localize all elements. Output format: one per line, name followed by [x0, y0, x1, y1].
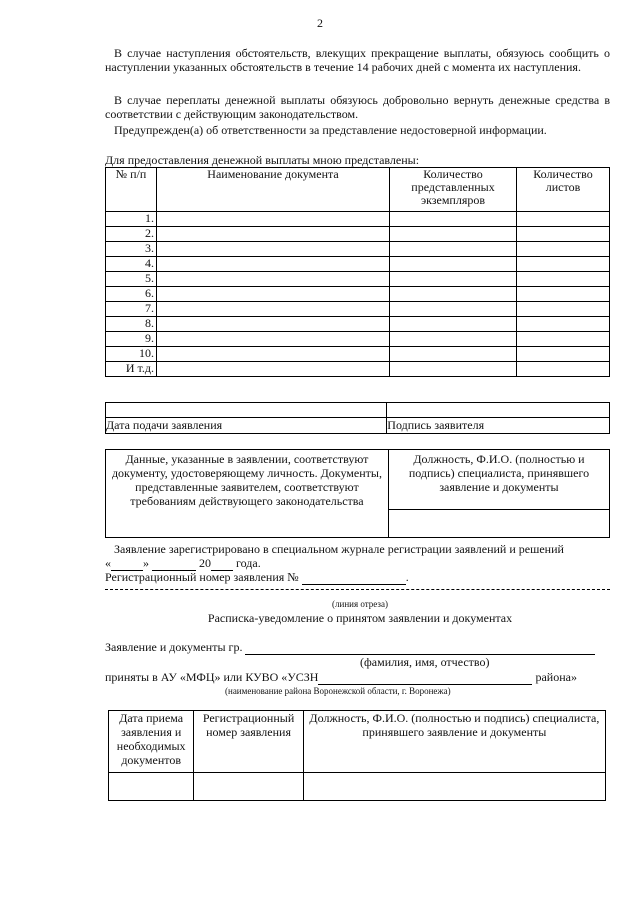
table-row [106, 257, 610, 272]
cut-line-label: (линия отреза) [332, 599, 388, 609]
row-number: 8. [106, 317, 157, 332]
header-copies: Количество представленных экземпляров [390, 168, 517, 212]
document-name-cell[interactable] [157, 302, 390, 317]
registration-number-field[interactable] [302, 570, 406, 585]
receipt-applicant-line [105, 640, 595, 655]
receipt-header-specialist: Должность, Ф.И.О. (полностью и подпись) специалиста, принявшего заявление и документы [303, 711, 605, 773]
table-row [106, 287, 610, 302]
document-name-cell[interactable] [157, 287, 390, 302]
page-number: 2 [317, 16, 323, 30]
row-number: 2. [106, 227, 157, 242]
copies-cell[interactable] [390, 362, 517, 377]
receipt-table [108, 710, 606, 801]
table-row [106, 242, 610, 257]
district-field[interactable] [318, 670, 532, 685]
date-close-quote: » [143, 556, 149, 570]
date-field[interactable] [106, 403, 387, 418]
registration-line [105, 542, 615, 556]
sheets-cell[interactable] [517, 272, 610, 287]
document-name-cell[interactable] [157, 212, 390, 227]
row-number: 9. [106, 332, 157, 347]
sheets-cell[interactable] [517, 242, 610, 257]
receipt-header-date: Дата приема заявления и необходимых документов [109, 711, 194, 773]
header-number: № п/п [106, 168, 157, 212]
row-number: 5. [106, 272, 157, 287]
document-name-cell[interactable] [157, 242, 390, 257]
row-number: 7. [106, 302, 157, 317]
applicant-name-field[interactable] [245, 640, 595, 655]
document-name-cell[interactable] [157, 332, 390, 347]
specialist-label: Должность, Ф.И.О. (полностью и подпись) специалиста, принявшего заявление и документы [388, 450, 609, 510]
sheets-cell[interactable] [517, 332, 610, 347]
paragraph-overpayment: В случае переплаты денежной выплаты обязуюсь добровольно вернуть денежные средства в соответствии с действующим законодательством. [105, 93, 610, 121]
row-number: 3. [106, 242, 157, 257]
paragraph-termination: В случае наступления обстоятельств, влекущих прекращение выплаты, обязуюсь сообщить о наступлении указанных обстоятельств в течение 14 рабочих дней с момента их наступления. [105, 46, 610, 74]
document-name-cell[interactable] [157, 272, 390, 287]
row-number: 10. [106, 347, 157, 362]
specialist-signature-field[interactable] [388, 510, 609, 538]
table-row [106, 272, 610, 287]
copies-cell[interactable] [390, 347, 517, 362]
document-name-cell[interactable] [157, 347, 390, 362]
registration-number-line: Регистрационный номер заявления № . [105, 570, 409, 584]
receipt-date-field[interactable] [109, 773, 194, 801]
registration-date-line [105, 556, 261, 571]
row-number: И т.д. [106, 362, 157, 377]
copies-cell[interactable] [390, 302, 517, 317]
year-prefix: 20 [199, 556, 211, 570]
header-document-name: Наименование документа [157, 168, 390, 212]
year-suffix: года. [236, 556, 261, 570]
paragraph-warning: Предупрежден(а) об ответственности за представление недостоверной информации. [114, 123, 547, 137]
sheets-cell[interactable] [517, 302, 610, 317]
copies-cell[interactable] [390, 272, 517, 287]
registration-text: Заявление зарегистрировано в специальном журнале регистрации заявлений и решений [114, 542, 564, 556]
registration-number-label: Регистрационный номер заявления № [105, 570, 299, 584]
fio-hint: (фамилия, имя, отчество) [360, 655, 490, 669]
sheets-cell[interactable] [517, 227, 610, 242]
district-hint: (наименование района Воронежской области, г. Воронежа) [225, 686, 451, 696]
table-row [106, 302, 610, 317]
documents-table [105, 167, 610, 377]
date-open-quote: « [105, 556, 111, 570]
table-row [106, 227, 610, 242]
receipt-header-reg-number: Регистрационный номер заявления [194, 711, 303, 773]
row-number: 4. [106, 257, 157, 272]
copies-cell[interactable] [390, 257, 517, 272]
signature-field[interactable] [387, 403, 610, 418]
copies-cell[interactable] [390, 317, 517, 332]
copies-cell[interactable] [390, 332, 517, 347]
table-row [106, 317, 610, 332]
copies-cell[interactable] [390, 242, 517, 257]
receipt-title: Расписка-уведомление о принятом заявлении и документах [207, 611, 513, 625]
date-label: Дата подачи заявления [106, 418, 387, 434]
receipt-specialist-field[interactable] [303, 773, 605, 801]
copies-cell[interactable] [390, 212, 517, 227]
sheets-cell[interactable] [517, 257, 610, 272]
sheets-cell[interactable] [517, 212, 610, 227]
sheets-cell[interactable] [517, 287, 610, 302]
receipt-applicant-label: Заявление и документы гр. [105, 640, 243, 654]
document-name-cell[interactable] [157, 257, 390, 272]
day-field[interactable] [111, 556, 143, 571]
year-field[interactable] [211, 556, 233, 571]
month-field[interactable] [152, 556, 196, 571]
copies-cell[interactable] [390, 227, 517, 242]
signature-label: Подпись заявителя [387, 418, 610, 434]
receipt-reg-number-field[interactable] [194, 773, 303, 801]
accepted-prefix: приняты в АУ «МФЦ» или КУВО «УСЗН [105, 670, 319, 684]
sheets-cell[interactable] [517, 317, 610, 332]
table-row [106, 362, 610, 377]
verification-statement: Данные, указанные в заявлении, соответствуют документу, удостоверяющему личность. Документы, представленные заявителем, соответствуют требованиям действующего законодательства [106, 450, 389, 538]
cut-line [105, 589, 610, 590]
document-name-cell[interactable] [157, 317, 390, 332]
header-sheets: Количество листов [517, 168, 610, 212]
row-number: 6. [106, 287, 157, 302]
row-number: 1. [106, 212, 157, 227]
table-row [106, 212, 610, 227]
copies-cell[interactable] [390, 287, 517, 302]
document-name-cell[interactable] [157, 362, 390, 377]
accepted-line [105, 670, 577, 685]
date-signature-table [105, 402, 610, 434]
sheets-cell[interactable] [517, 347, 610, 362]
verification-table [105, 449, 610, 538]
accepted-suffix: района» [535, 670, 577, 684]
sheets-cell[interactable] [517, 362, 610, 377]
docs-intro: Для предоставления денежной выплаты мною представлены: [105, 153, 420, 167]
table-row [106, 347, 610, 362]
document-name-cell[interactable] [157, 227, 390, 242]
table-row [106, 332, 610, 347]
